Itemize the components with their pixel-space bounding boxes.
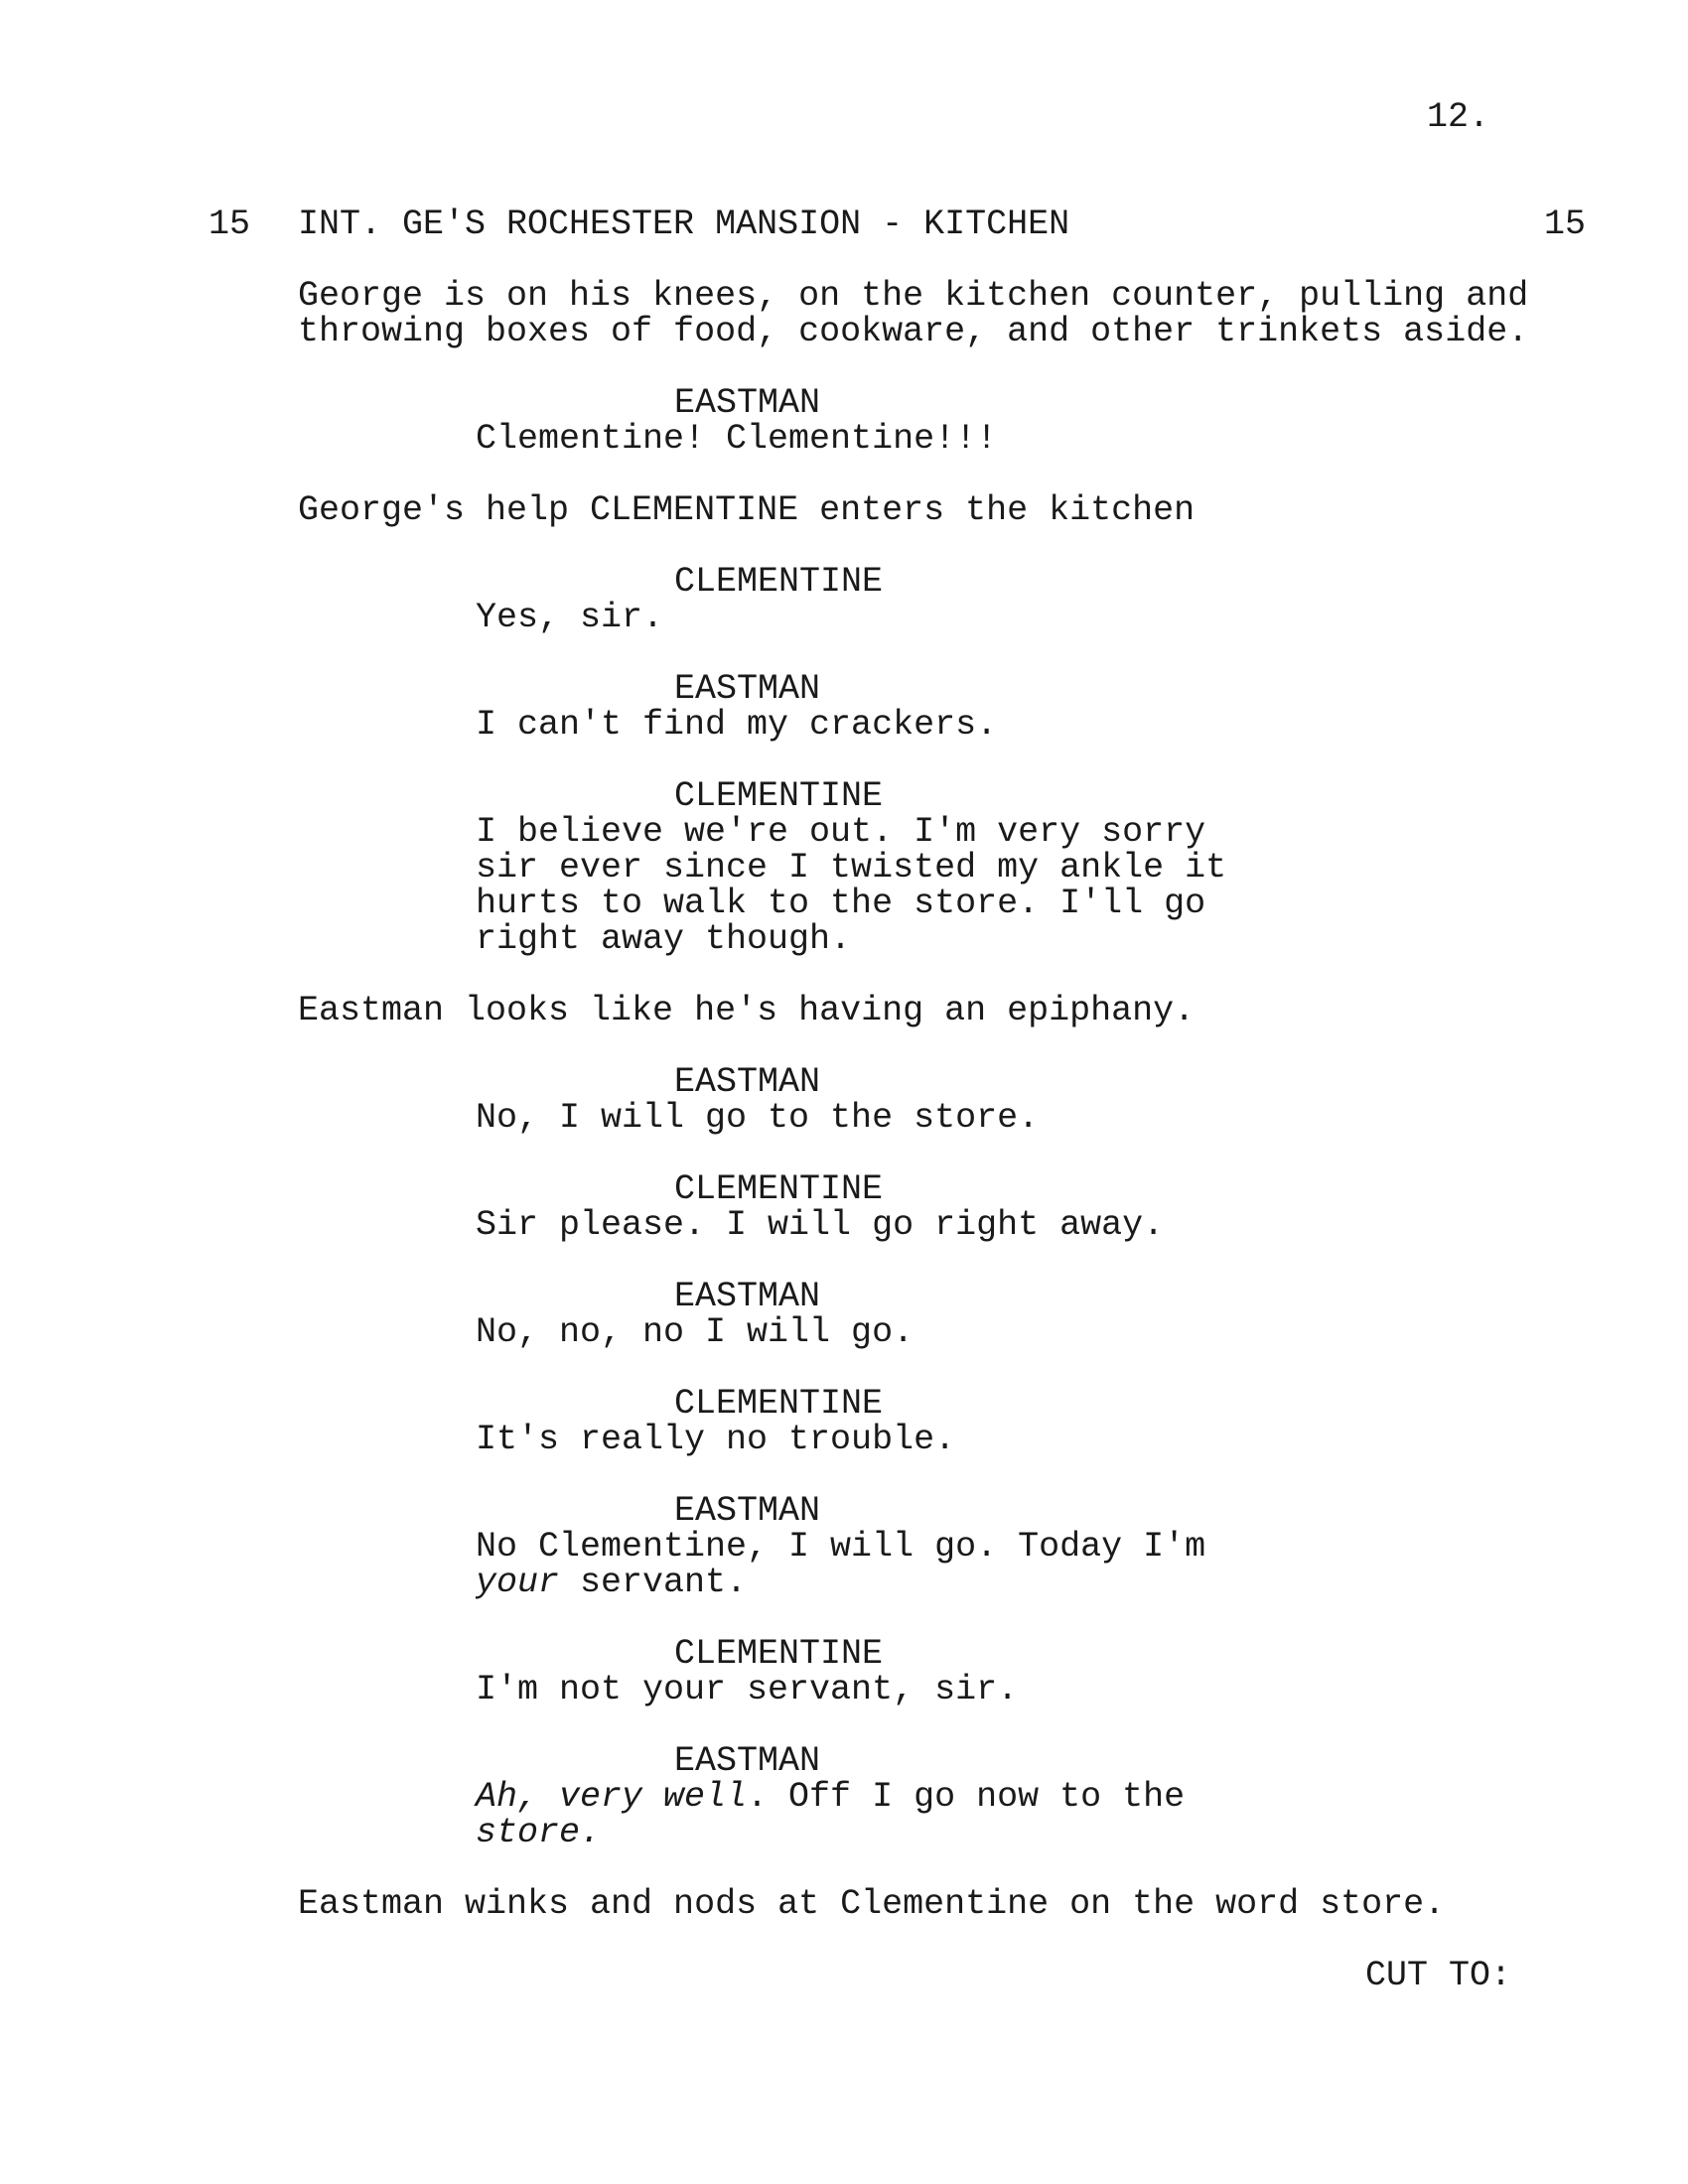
action-line: George's help CLEMENTINE enters the kitchen xyxy=(298,490,1196,530)
dialogue-text: . Off I go now to the xyxy=(747,1777,1186,1817)
italic-emphasis: Ah, very well xyxy=(476,1777,748,1817)
character-name: CLEMENTINE xyxy=(674,1384,884,1424)
dialogue-line: No, I will go to the store. xyxy=(476,1098,1040,1138)
dialogue-line xyxy=(476,1779,1185,1815)
dialogue-line: I'm not your servant, sir. xyxy=(476,1670,1019,1709)
character-name: CLEMENTINE xyxy=(674,562,884,602)
character-name: EASTMAN xyxy=(674,1277,821,1316)
italic-emphasis: your xyxy=(476,1563,560,1602)
scene-number-left: 15 xyxy=(209,205,251,244)
dialogue-line: No Clementine, I will go. Today I'm xyxy=(476,1527,1206,1567)
dialogue-line xyxy=(476,1815,601,1850)
character-name: EASTMAN xyxy=(674,1491,821,1531)
action-line: Eastman winks and nods at Clementine on the word store. xyxy=(298,1884,1446,1924)
action-line: Eastman looks like he's having an epiphany. xyxy=(298,991,1196,1030)
dialogue-line: It's really no trouble. xyxy=(476,1420,956,1459)
dialogue-line: sir ever since I twisted my ankle it xyxy=(476,848,1227,887)
scene-number-right: 15 xyxy=(1544,205,1587,244)
dialogue-line: No, no, no I will go. xyxy=(476,1312,914,1352)
character-name: CLEMENTINE xyxy=(674,1634,884,1674)
action-line: throwing boxes of food, cookware, and other trinkets aside. xyxy=(298,312,1529,351)
italic-emphasis: store. xyxy=(476,1813,602,1852)
character-name: EASTMAN xyxy=(674,1062,821,1102)
dialogue-line: Yes, sir. xyxy=(476,598,664,637)
dialogue-line: I can't find my crackers. xyxy=(476,705,998,745)
character-name: EASTMAN xyxy=(674,383,821,423)
dialogue-line: Sir please. I will go right away. xyxy=(476,1205,1165,1245)
scene-heading: INT. GE'S ROCHESTER MANSION - KITCHEN xyxy=(298,205,1070,244)
dialogue-line xyxy=(476,1565,747,1600)
dialogue-line: hurts to walk to the store. I'll go xyxy=(476,884,1206,923)
dialogue-line: Clementine! Clementine!!! xyxy=(476,419,998,459)
dialogue-line: I believe we're out. I'm very sorry xyxy=(476,812,1206,852)
character-name: CLEMENTINE xyxy=(674,776,884,816)
page-number: 12. xyxy=(1427,97,1490,137)
character-name: CLEMENTINE xyxy=(674,1169,884,1209)
character-name: EASTMAN xyxy=(674,1741,821,1781)
transition: CUT TO: xyxy=(1365,1956,1512,1995)
dialogue-text: servant. xyxy=(559,1563,748,1602)
character-name: EASTMAN xyxy=(674,669,821,709)
action-line: George is on his knees, on the kitchen counter, pulling and xyxy=(298,276,1529,316)
dialogue-line: right away though. xyxy=(476,919,852,959)
